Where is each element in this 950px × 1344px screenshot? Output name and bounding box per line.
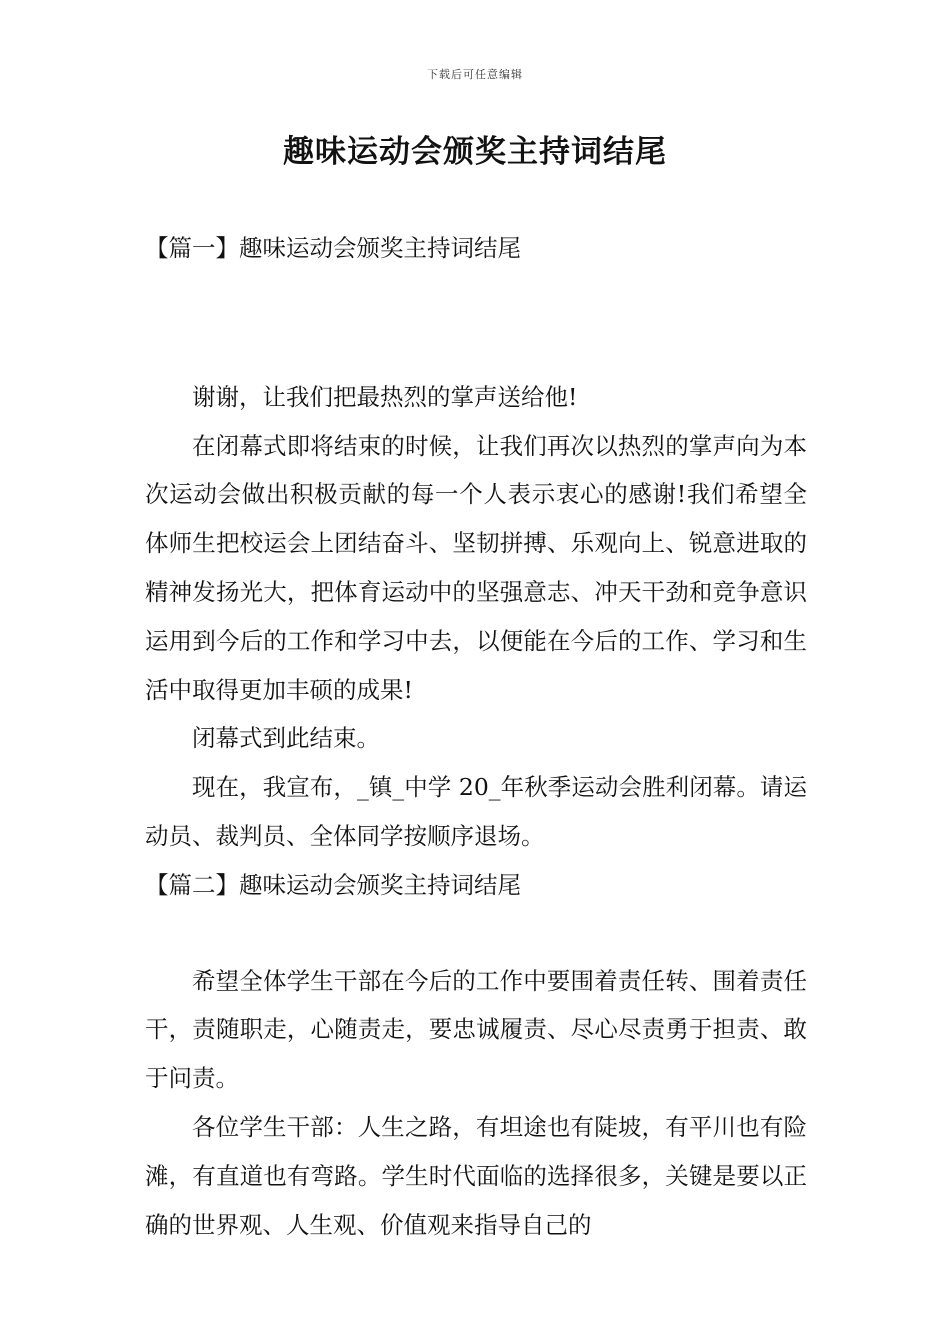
- document-title: 趣味运动会颁奖主持词结尾: [283, 134, 667, 170]
- section-gap: [145, 273, 807, 373]
- document-body: [145, 224, 807, 1249]
- section-heading-2: 【篇二】趣味运动会颁奖主持词结尾: [145, 870, 521, 899]
- section-heading-1: 【篇一】趣味运动会颁奖主持词结尾: [145, 234, 521, 262]
- paragraph: 现在，我宣布，_镇_中学 20_年秋季运动会胜利闭幕。请运动员、裁判员、全体同学按顺序退场。: [145, 773, 807, 850]
- paragraph: 谢谢，让我们把最热烈的掌声送给他!: [192, 382, 578, 411]
- section-gap: [145, 910, 807, 957]
- header-note: 下载后可任意编辑: [427, 68, 523, 81]
- paragraph: 闭幕式到此结束。: [192, 724, 380, 753]
- paragraph: 各位学生干部：人生之路，有坦途也有陡坡，有平川也有险滩，有直道也有弯路。学生时代面临的选择很多，关键是要以正确的世界观、人生观、价值观来指导自己的: [145, 1112, 807, 1239]
- paragraph: 希望全体学生干部在今后的工作中要围着责任转、围着责任干，责随职走，心随责走，要忠诚履责、尽心尽责勇于担责、敢于问责。: [145, 966, 807, 1093]
- paragraph: 在闭幕式即将结束的时候，让我们再次以热烈的掌声向为本次运动会做出积极贡献的每一个人表示衷心的感谢!我们希望全体师生把校运会上团结奋斗、坚韧拼搏、乐观向上、锐意进取的精神发扬光大，把体育运动中的坚强意志、冲天干劲和竞争意识运用到今后的工作和学习中去，以便能在今后的工作、学习和生活中取得更加丰硕的成果!: [145, 431, 807, 704]
